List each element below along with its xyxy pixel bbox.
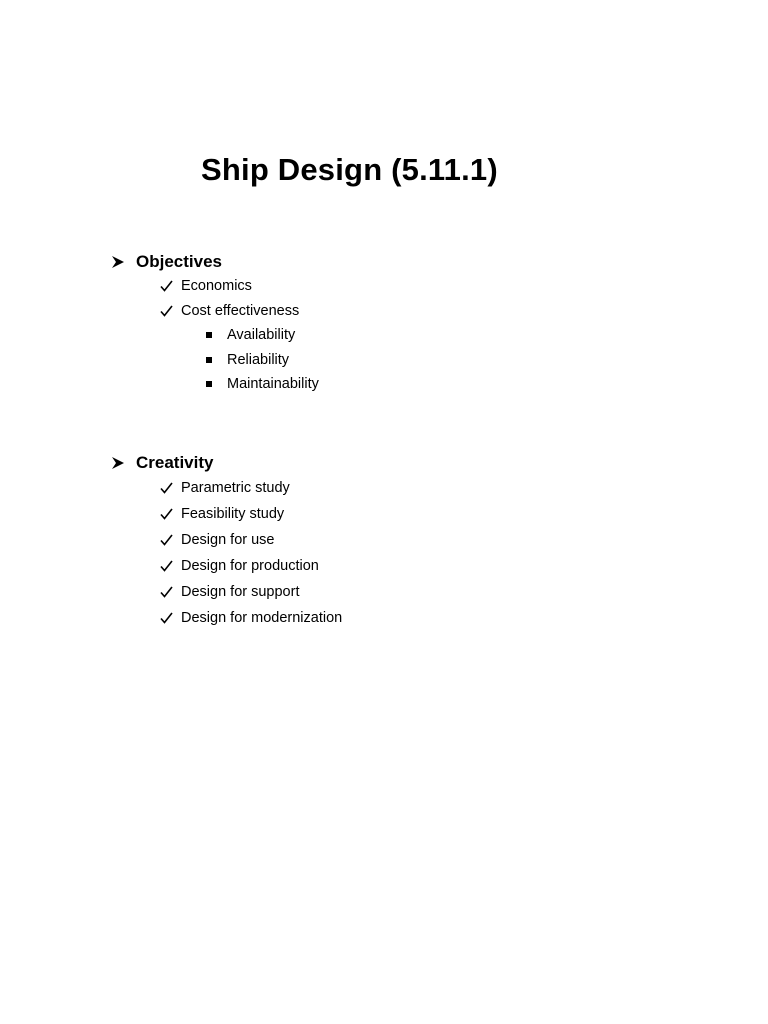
list-item [160,527,610,553]
arrow-right-icon [111,456,125,470]
checkmark-icon [160,508,173,520]
creativity-list [160,475,610,631]
checkmark-icon [160,280,173,292]
section-objectives [110,250,610,397]
section-heading-label: Objectives [136,252,222,271]
square-bullet-icon [206,381,212,387]
square-bullet-icon [206,357,212,363]
list-item-label: Feasibility study [181,506,285,522]
checkmark-icon [160,305,173,317]
list-item [160,579,610,605]
list-item [160,605,610,631]
checkmark-icon [160,482,173,494]
list-item [160,553,610,579]
section-heading [110,250,610,274]
cost-effectiveness-sublist [206,323,610,397]
sublist-item [206,323,610,348]
checkmark-icon [160,534,173,546]
list-item-label: Cost effectiveness [181,302,300,319]
list-item-label: Parametric study [181,480,290,496]
list-item-label: Economics [181,278,252,295]
list-item-label: Design for support [181,584,300,600]
checkmark-icon [160,612,173,624]
checkmark-icon [160,560,173,572]
sublist-item-label: Maintainability [227,376,319,393]
list-item [160,274,610,299]
arrow-right-icon [111,255,125,269]
page-title: Ship Design (5.11.1) [201,152,498,187]
list-item [160,299,610,324]
square-bullet-icon [206,332,212,338]
section-heading-label: Creativity [136,453,214,472]
sublist-item-label: Availability [227,327,296,344]
checkmark-icon [160,586,173,598]
objectives-list [160,274,610,323]
list-item-label: Design for production [181,558,319,574]
section-heading [110,451,610,475]
list-item-label: Design for use [181,532,275,548]
list-item [160,475,610,501]
sublist-item [206,372,610,397]
list-item-label: Design for modernization [181,610,343,626]
sublist-item-label: Reliability [227,351,290,368]
sublist-item [206,348,610,373]
section-creativity [110,451,610,631]
list-item [160,501,610,527]
